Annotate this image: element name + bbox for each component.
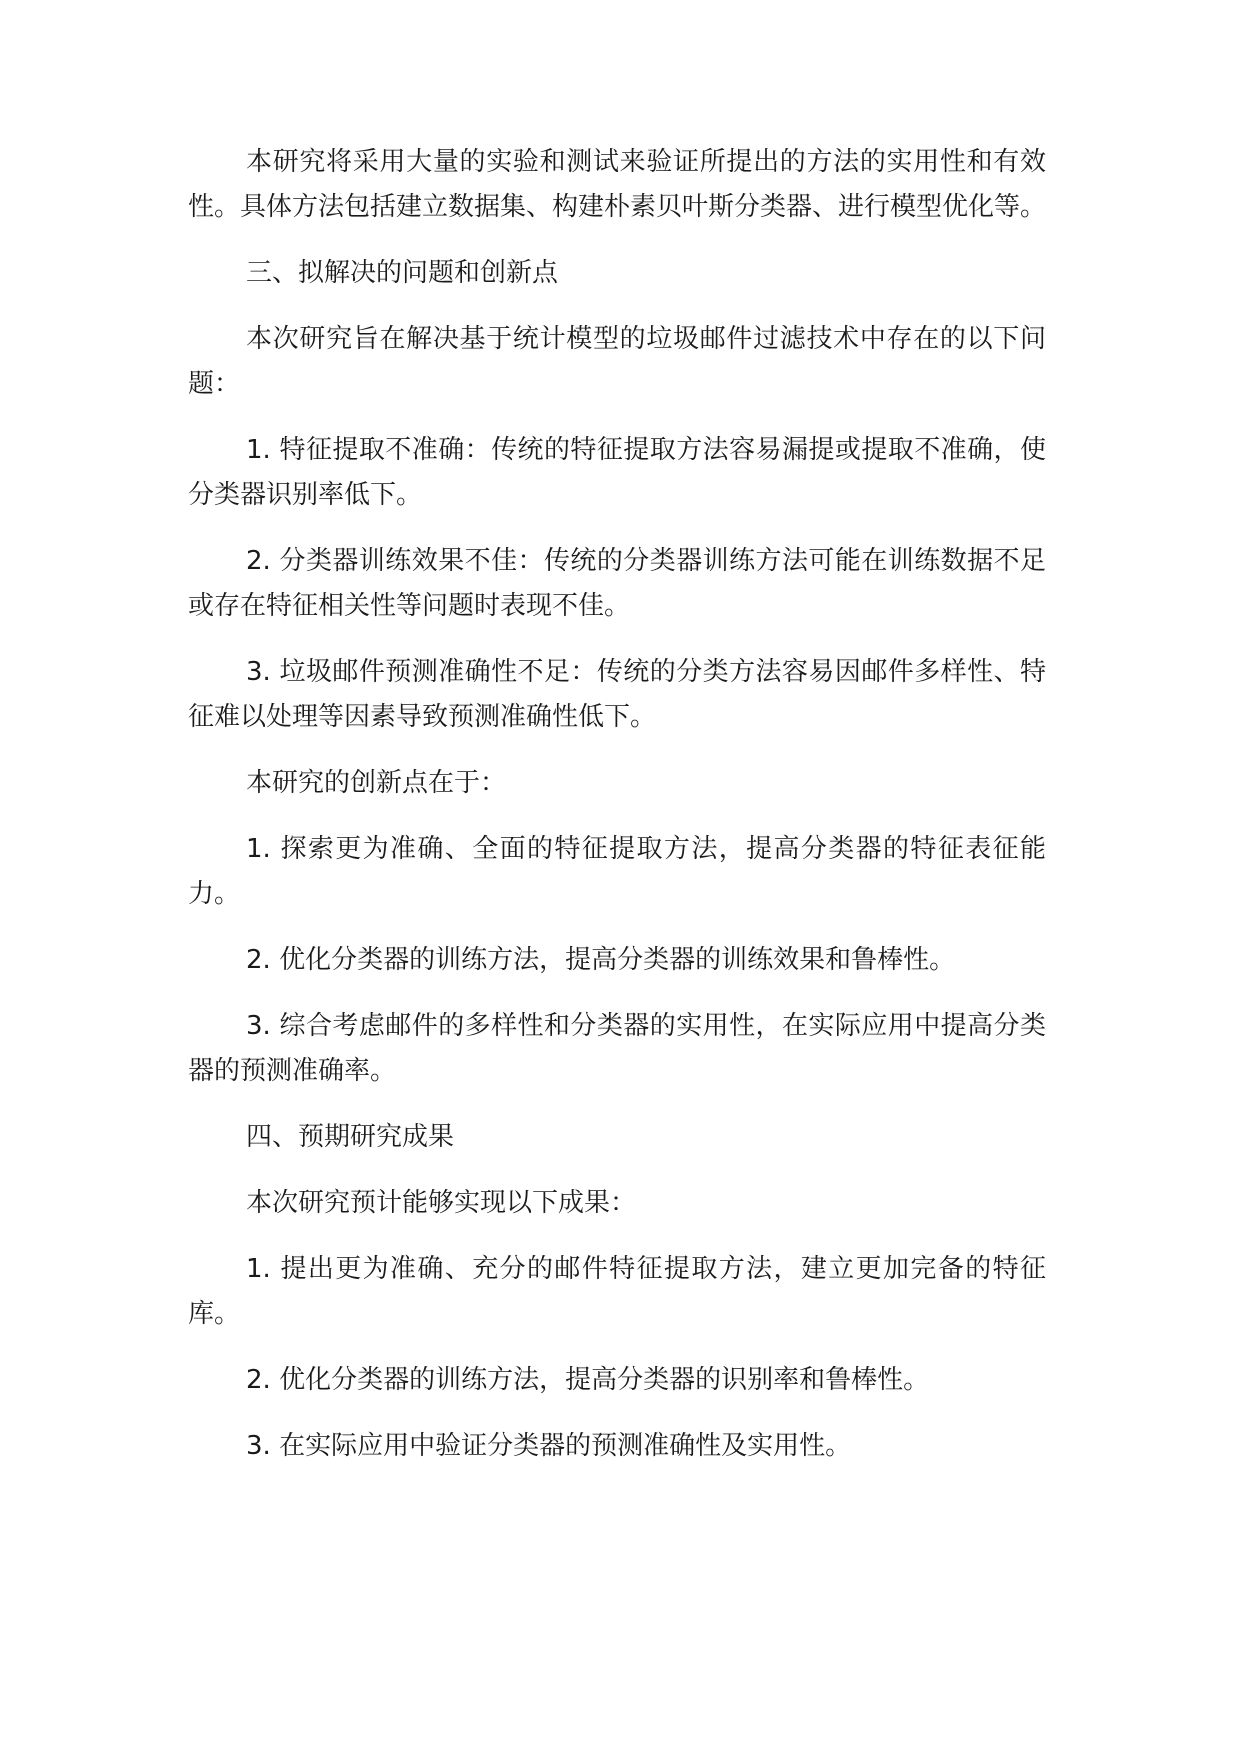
list-item: 3. 在实际应用中验证分类器的预测准确性及实用性。	[246, 1431, 852, 1461]
paragraph: 本研究的创新点在于：	[246, 768, 507, 798]
list-item: 3. 垃圾邮件预测准确性不足：传统的分类方法容易因邮件多样性、特征难以处理等因素导致预测准确性低下。	[188, 657, 1046, 732]
list-item: 2. 优化分类器的训练方法，提高分类器的训练效果和鲁棒性。	[246, 945, 956, 975]
paragraph: 本研究将采用大量的实验和测试来验证所提出的方法的实用性和有效性。具体方法包括建立数据集、构建朴素贝叶斯分类器、进行模型优化等。	[188, 147, 1047, 222]
section-heading: 四、预期研究成果	[246, 1122, 455, 1152]
paragraph: 本次研究预计能够实现以下成果：	[246, 1188, 637, 1218]
list-item: 2. 优化分类器的训练方法，提高分类器的识别率和鲁棒性。	[246, 1365, 930, 1395]
list-item: 2. 分类器训练效果不佳：传统的分类器训练方法可能在训练数据不足或存在特征相关性等问题时表现不佳。	[188, 546, 1046, 621]
document-body	[188, 140, 1046, 1490]
list-item: 1. 探索更为准确、全面的特征提取方法，提高分类器的特征表征能力。	[188, 834, 1046, 909]
list-item: 3. 综合考虑邮件的多样性和分类器的实用性，在实际应用中提高分类器的预测准确率。	[188, 1011, 1046, 1086]
list-item: 1. 提出更为准确、充分的邮件特征提取方法，建立更加完备的特征库。	[188, 1254, 1046, 1329]
paragraph: 本次研究旨在解决基于统计模型的垃圾邮件过滤技术中存在的以下问题：	[188, 324, 1046, 399]
list-item: 1. 特征提取不准确：传统的特征提取方法容易漏提或提取不准确，使分类器识别率低下。	[188, 435, 1046, 510]
section-heading: 三、拟解决的问题和创新点	[246, 258, 559, 288]
